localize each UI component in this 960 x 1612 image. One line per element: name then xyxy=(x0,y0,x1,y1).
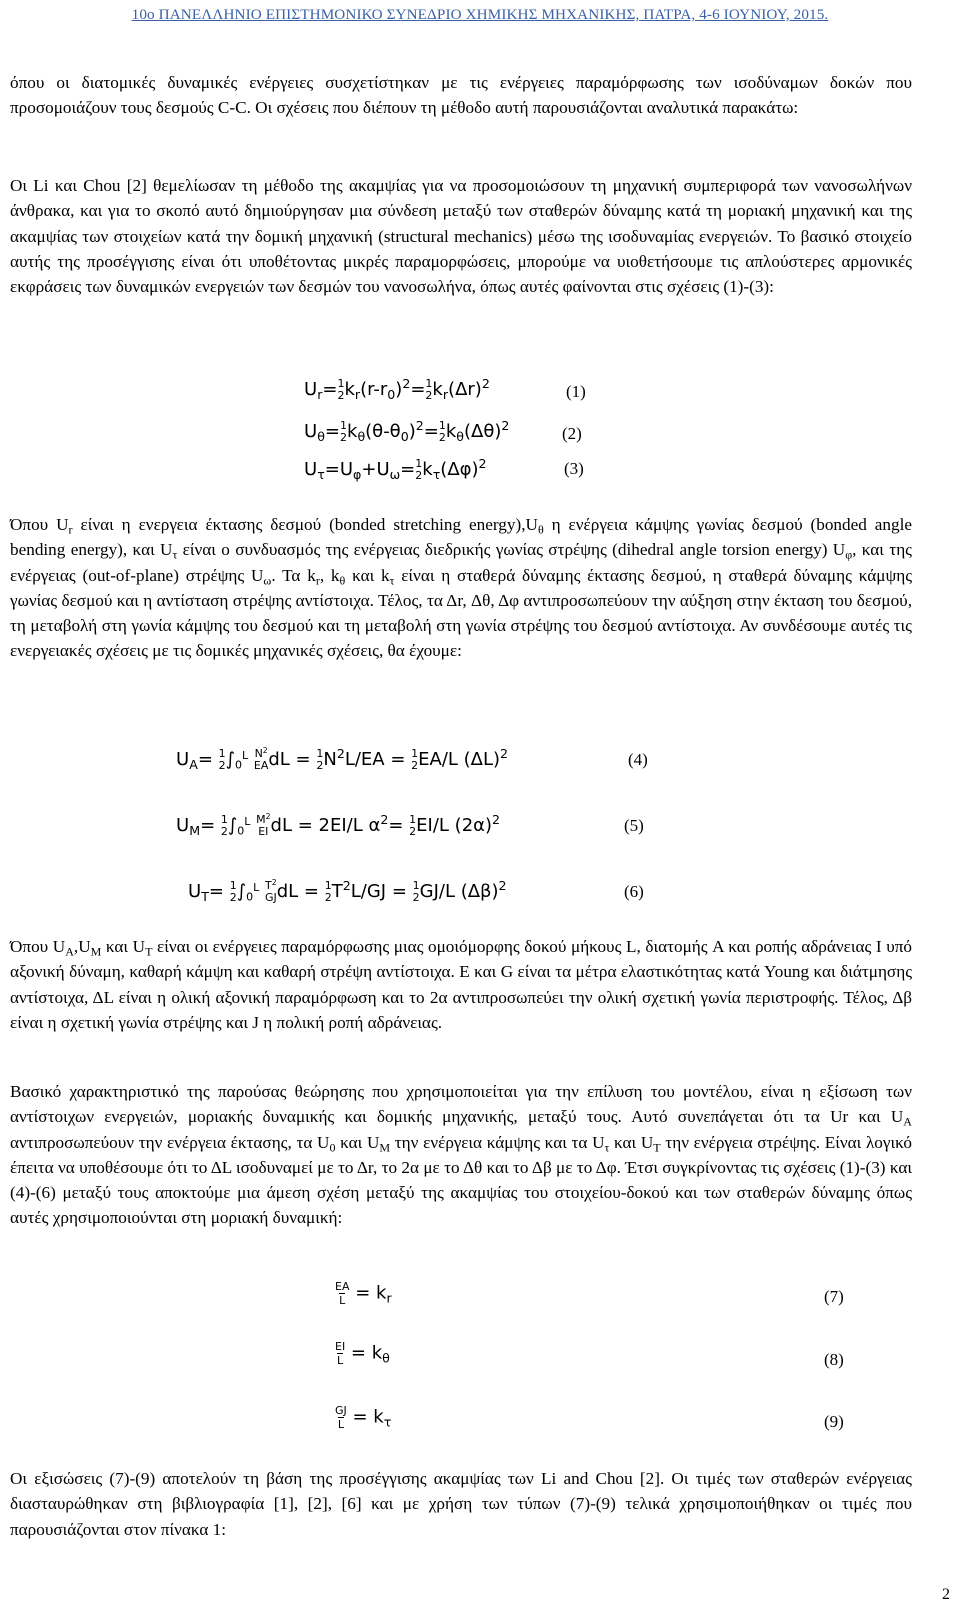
equation-8: EI $L = k_\theta$ xyxy=(335,1340,390,1367)
equation-number-9: (9) xyxy=(824,1412,844,1431)
equation-number-2: (2) xyxy=(562,424,582,443)
paragraph-6: Οι εξισώσεις (7)-(9) αποτελούν τη βάση της προσέγγισης ακαμψίας των Li and Chou [2]. Οι τιμές των σταθερών ενέργειας διασταυρώθηκαν στη βιβλιογραφία [1], [2], [6] και με χρήση των τύπων (7)-(9) τελικά χρησιμοποιήθηκαν οι τιμές που παρουσιάζονται στον πίνακα 1: xyxy=(10,1469,912,1539)
paragraph-1: όπου οι διατομικές δυναμικές ενέργειες συσχετίστηκαν με τις ενέργειες παραμόρφωσης των ισοδύναμων δοκών που προσομοιάζουν τους δεσμούς C-C. Οι σχέσεις που διέπουν τη μέθοδο αυτή παρουσιάζονται αναλυτικά παρακάτω: xyxy=(10,73,912,118)
equation-number-1: (1) xyxy=(566,382,586,401)
equation-number-4: (4) xyxy=(628,750,648,769)
equation-3: $U_\tau=U_\varphi+U_\omega=1$ $2k_\tau(\Delta\varphi)^2$ xyxy=(304,456,487,482)
equation-7: EA $L = k_r$ xyxy=(335,1280,392,1307)
paragraph-5: Βασικό χαρακτηριστικό της παρούσας θεώρησης που χρησιμοποιείται για την επίλυση του μοντέλου, είναι η εξίσωση των αντίστοιχων ενεργειών, μοριακής δυναμικής και δομικής μηχανικής, μεταξύ τους. Αυτό συνεπάγεται ότι τα Ur και $U_A$ αντιπροσωπεύουν την ενέργεια έκτασης, τα $U_0$ και $U_M$ την ενέργεια κάμψης και τα $U_\tau$ και $U_T$ την ενέργεια στρέψης. Είναι λογικό έπειτα να υποθέσουμε ότι το ΔL ισοδυναμεί με το Δr, το 2α με το Δθ και το Δβ με το Δφ. Έτσι συγκρίνοντας τις σχέσεις (1)-(3) και (4)-(6) μεταξύ τους αποκτούμε μια άμεση σχέση μεταξύ της ακαμψίας του στοιχείου-δοκού και των σταθερών δύναμης όπως αυτές χρησιμοποιούνται στη μοριακή δυναμική: xyxy=(10,1082,912,1228)
equation-9: GJ $L = k_\tau$ xyxy=(335,1404,392,1431)
equation-number-7: (7) xyxy=(824,1287,844,1306)
equation-number-3: (3) xyxy=(564,459,584,478)
paragraph-4: Όπου $U_A,U_M$ και $U_T$ είναι οι ενέργειες παραμόρφωσης μιας ομοιόμορφης δοκού μήκους L, διατομής A και ροπής αδράνειας I υπό αξονική δύναμη, καθαρή κάμψη και καθαρή στρέψη αντίστοιχα. E και G είναι τα μέτρα ελαστικότητας κατά Young και διάτμησης αντίστοιχα, ΔL είναι η ολική αξονική παραμόρφωση και το 2α αντιπροσωπεύει την ολική σχετική γωνία περιστροφής. Τέλος, Δβ είναι η σχετική γωνία στρέψης και J η πολική ροπή αδράνειας. xyxy=(10,937,912,1032)
conference-header: 10ο ΠΑΝΕΛΛΗΝΙΟ ΕΠΙΣΤΗΜΟΝΙΚΟ ΣΥΝΕΔΡΙΟ ΧΗΜΙΚΗΣ ΜΗΧΑΝΙΚΗΣ, ΠΑΤΡΑ, 4-6 ΙΟΥΝΙΟΥ, 2015. xyxy=(131,6,829,23)
equation-5: $U_M= 1$ $2\int_0^L$ $M^2$ EI dL = 2EI/L $\alpha^2= 1$ 2EI/L $(2\alpha)^2$ xyxy=(176,811,501,838)
paragraph-3: Όπου $U_r$ είναι η ενεργεια έκτασης δεσμού (bonded stretching $energy),U_\theta$ η ενέργεια κάμψης γωνίας δεσμού (bonded angle bending energy), και $U_\tau$ είναι ο συνδυασμός της ενέργειας διεδρικής γωνίας στρέψης (dihedral angle torsion energy) $U_\varphi$, και της ενέργειας (out-of-plane) στρέψης $U_\omega$. Τα $k_r$, $k_\theta$ και $k_\tau$ είναι η σταθερά δύναμης έκτασης δεσμού, η σταθερά δύναμης κάμψης γωνίας δεσμού και η αντίσταση στρέψης αντίστοιχα. Τέλος, τα Δr, Δθ, Δφ αντιπροσωπεύουν την αύξηση στην έκταση του δεσμού, τη μεταβολή στη γωνία κάμψης του δεσμού και τη μεταβολή στη γωνία στρέψης του δεσμού αντίστοιχα. Αν συνδέσουμε αυτές τις ενεργειακές σχέσεις με τις δομικές μηχανικές σχέσεις, θα έχουμε: xyxy=(10,515,912,661)
paragraph-2: Οι Li και Chou [2] θεμελίωσαν τη μέθοδο της ακαμψίας για να προσομοιώσουν τη μηχανική συμπεριφορά των νανοσωλήνων άνθρακα, και για το σκοπό αυτό δημιούργησαν μια σύνδεση μεταξύ των σταθερών δύναμης κατά τη μοριακή μηχανική και της ακαμψίας των στοιχείων κατά την δομική μηχανική (structural mechanics) μέσω της ισοδυναμίας ενεργειών. Το βασικό στοιχείο αυτής της προσέγγισης είναι ότι υποθέτοντας μικρές παραμορφώσεις, μπορούμε να υιοθετήσουμε τις απλούστερες αρμονικές εκφράσεις των δυναμικών ενεργειών των δεσμών του νανοσωλήνα, όπως αυτές φαίνονται στις σχέσεις (1)-(3): xyxy=(10,176,912,297)
page-number: 2 xyxy=(942,1586,950,1603)
equation-number-6: (6) xyxy=(624,882,644,901)
equation-6: $U_T= 1$ $2\int_0^L$ $T^2$ GJdL = 1 $2T^2L/GJ = 1$ 2GJ/L $(\Delta\beta)^2$ xyxy=(188,877,507,904)
equation-number-8: (8) xyxy=(824,1350,844,1369)
equation-4: $U_A= 1$ $2\int_0^L$ $N^2$ EAdL = 1 $2N^2L/EA = 1$ 2EA/L $(\Delta L)^2$ xyxy=(176,745,509,772)
equation-2: $U_\theta=1$ $2k_\theta(\theta-\theta_0)^2=1$ $2k_\theta(\Delta\theta)^2$ xyxy=(304,418,510,444)
equation-1: $U_r=1$ $2k_r(r-r_0)^2=1$ $2k_r(\Delta r)^2$ xyxy=(304,376,490,402)
equation-number-5: (5) xyxy=(624,816,644,835)
